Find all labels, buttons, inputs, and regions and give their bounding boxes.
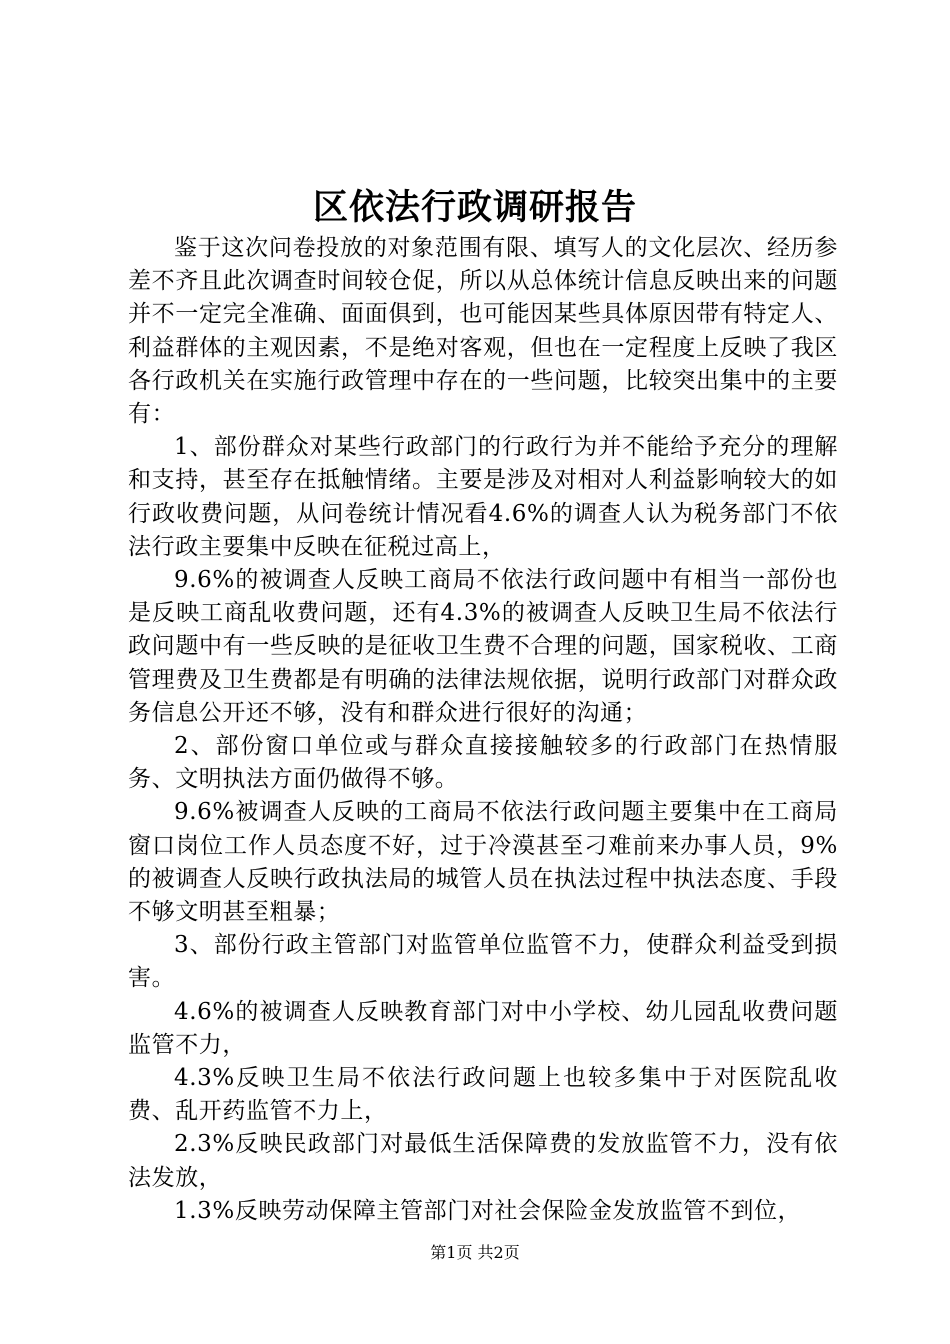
paragraph-point-3-education: 4.6%的被调查人反映教育部门对中小学校、幼儿园乱收费问题监管不力， <box>128 998 838 1058</box>
paragraph-intro: 鉴于这次问卷投放的对象范围有限、填写人的文化层次、经历参差不齐且此次调查时间较仓促，所以从总体统计信息反映出来的问题并不一定完全准确、面面俱到，也可能因某些具体原因带有特定人、利益群体的主观因素，不是绝对客观，但也在一定程度上反映了我区各行政机关在实施行政管理中存在的一些问题，比较突出集中的主要有： <box>128 235 838 428</box>
paragraph-point-1: 1、部份群众对某些行政部门的行政行为并不能给予充分的理解和支持，甚至存在抵触情绪。主要是涉及对相对人利益影响较大的如行政收费问题，从问卷统计情况看4.6%的调查人认为税务部门不依法行政主要集中反映在征税过高上， <box>128 434 838 560</box>
paragraph-point-3-labor: 1.3%反映劳动保障主管部门对社会保险金发放监管不到位， <box>174 1197 802 1224</box>
document-title: 区依法行政调研报告 <box>312 187 637 228</box>
paragraph-point-3-civil-affairs: 2.3%反映民政部门对最低生活保障费的发放监管不力，没有依法发放， <box>128 1131 838 1191</box>
paragraph-point-1-detail: 9.6%的被调查人反映工商局不依法行政问题中有相当一部份也是反映工商乱收费问题，还有4.3%的被调查人反映卫生局不依法行政问题中有一些反映的是征收卫生费不合理的问题，国家税收、工商管理费及卫生费都是有明确的法律法规依据，说明行政部门对群众政务信息公开还不够，没有和群众进行很好的沟通； <box>128 567 838 726</box>
page-number-footer: 第1页 共2页 <box>430 1243 520 1262</box>
paragraph-point-2-detail: 9.6%被调查人反映的工商局不依法行政问题主要集中在工商局窗口岗位工作人员态度不好，过于冷漠甚至刁难前来办事人员，9%的被调查人反映行政执法局的城管人员在执法过程中执法态度、手段不够文明甚至粗暴； <box>128 799 838 926</box>
paragraph-point-3-health: 4.3%反映卫生局不依法行政问题上也较多集中于对医院乱收费、乱开药监管不力上， <box>128 1065 838 1125</box>
document-body <box>128 232 838 1228</box>
paragraph-point-3: 3、部份行政主管部门对监管单位监管不力，使群众利益受到损害。 <box>128 932 838 992</box>
paragraph-point-2: 2、部份窗口单位或与群众直接接触较多的行政部门在热情服务、文明执法方面仍做得不够。 <box>128 733 838 793</box>
